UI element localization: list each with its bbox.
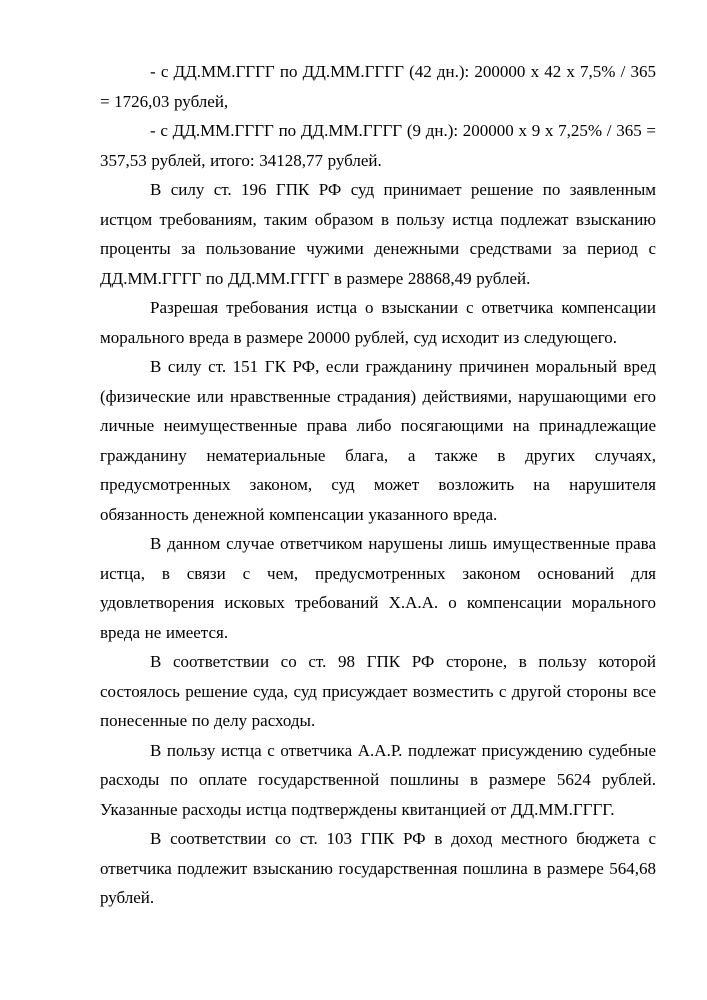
paragraph-court-fee-award: В пользу истца с ответчика А.А.Р. подлежат присуждению судебные расходы по оплате государственной пошлины в размере 5624 рублей. Указанные расходы истца подтверждены квитанцией от ДД.ММ.ГГГГ. (100, 740, 656, 819)
paragraph-st-151-gk: В силу ст. 151 ГК РФ, если гражданину причинен моральный вред (физические или нравственные страдания) действиями, нарушающими его личные неимущественные права либо посягающими на принадлежащие гражданину нематериальные блага, а также в других случаях, предусмотренных законом, суд может возложить на нарушителя обязанность денежной компенсации указанного вреда. (100, 357, 656, 524)
paragraph-moral-damage-claim: Разрешая требования истца о взыскании с ответчика компенсации морального вреда в размере 20000 рублей, суд исходит из следующего. (100, 298, 656, 347)
paragraph-interest-calc-9-days: - с ДД.ММ.ГГГГ по ДД.ММ.ГГГГ (9 дн.): 200000 х 9 х 7,25% / 365 = 357,53 рублей, итого: 34128,77 рублей. (100, 121, 656, 170)
document-body (100, 57, 656, 913)
paragraph-moral-damage-denied: В данном случае ответчиком нарушены лишь имущественные права истца, в связи с чем, предусмотренных законом оснований для удовлетворения исковых требований Х.А.А. о компенсации морального вреда не имеется. (100, 534, 656, 642)
paragraph-st-98-gpk: В соответствии со ст. 98 ГПК РФ стороне, в пользу которой состоялось решение суда, суд присуждает возместить с другой стороны все понесенные по делу расходы. (100, 652, 656, 730)
paragraph-st-103-gpk: В соответствии со ст. 103 ГПК РФ в доход местного бюджета с ответчика подлежит взысканию государственная пошлина в размере 564,68 рублей. (100, 829, 656, 907)
paragraph-st-196-gpk: В силу ст. 196 ГПК РФ суд принимает решение по заявленным истцом требованиям, таким образом в пользу истца подлежат взысканию проценты за пользование чужими денежными средствами за период с ДД.ММ.ГГГГ по ДД.ММ.ГГГГ в размере 28868,49 рублей. (100, 180, 656, 288)
paragraph-interest-calc-42-days: - с ДД.ММ.ГГГГ по ДД.ММ.ГГГГ (42 дн.): 200000 х 42 х 7,5% / 365 = 1726,03 рублей, (100, 62, 656, 111)
